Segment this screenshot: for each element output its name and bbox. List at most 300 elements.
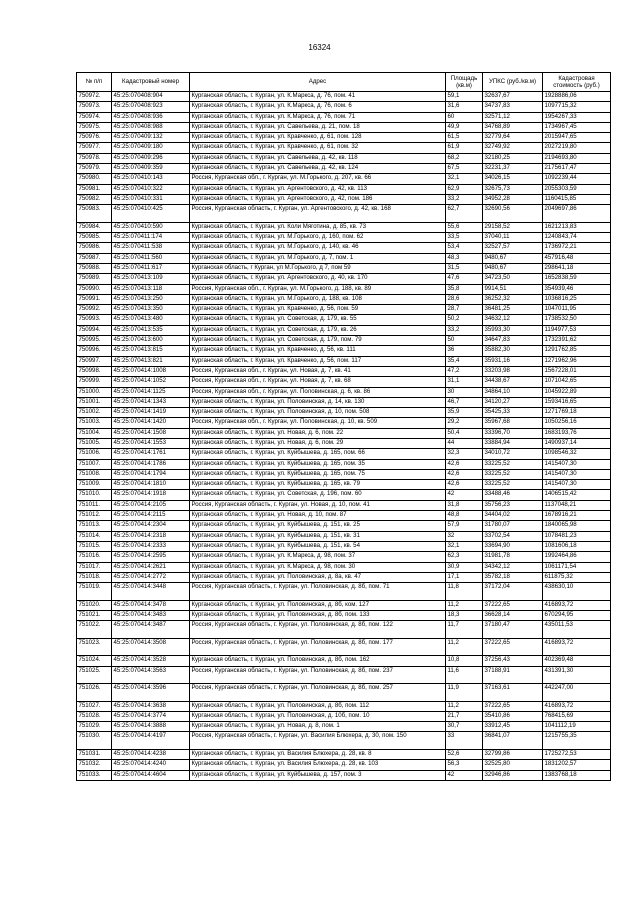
upks-cell: 34768,89 [483, 122, 543, 132]
cadastral-cost-cell: 1831202,57 [543, 760, 611, 770]
upks-cell: 34120,27 [483, 397, 543, 407]
row-number-cell: 750984. [77, 222, 112, 232]
cadastral-cost-cell: 1271769,18 [543, 408, 611, 418]
upks-cell: 32675,73 [483, 184, 543, 194]
row-number-cell: 751021. [77, 610, 112, 620]
cadastral-number-cell: 45:25:070414:2621 [112, 562, 190, 572]
upks-cell: 33912,45 [483, 722, 543, 732]
table-row [77, 133, 611, 143]
row-number-cell: 751012. [77, 511, 112, 521]
table-row [77, 760, 611, 770]
row-number-cell: 751005. [77, 439, 112, 449]
row-number-cell: 750997. [77, 356, 112, 366]
cadastral-number-cell: 45:25:070414:2115 [112, 511, 190, 521]
upks-cell: 34647,83 [483, 336, 543, 346]
address-cell: Курганская область, г. Курган, ул. Савельева, д. 42, кв. 118 [190, 153, 446, 163]
upks-cell: 32946,86 [483, 770, 543, 780]
address-cell: Курганская область, г Курган, ул М.Горького, д 7, пом 59 [190, 263, 446, 273]
table-row [77, 572, 611, 582]
area-cell: 30,9 [446, 562, 483, 572]
address-cell: Курганская область, г. Курган, ул. Коли Мяготина, д. 85, кв. 73 [190, 222, 446, 232]
cadastral-number-cell: 45:25:070410:143 [112, 174, 190, 184]
row-number-cell: 750989. [77, 274, 112, 284]
upks-cell: 36481,25 [483, 305, 543, 315]
row-number-cell: 751014. [77, 531, 112, 541]
address-cell: Россия, Курганская область, г. Курган, ул. Половинская, д. 8б, пом. 122 [190, 621, 446, 639]
table-row [77, 284, 611, 294]
address-cell: Россия, Курганская область, г. Курган, ул. Василия Блюхера, д. 30, пом. 150 [190, 732, 446, 750]
column-header-area: Площадь (кв.м) [446, 73, 483, 92]
area-cell: 53,4 [446, 243, 483, 253]
upks-cell: 37188,91 [483, 666, 543, 684]
area-cell: 59,1 [446, 92, 483, 102]
cadastral-number-cell: 45:25:070414:1419 [112, 408, 190, 418]
area-cell: 11,6 [446, 666, 483, 684]
cadastral-table [76, 72, 611, 781]
row-number-cell: 750973. [77, 102, 112, 112]
area-cell: 11,7 [446, 621, 483, 639]
cadastral-number-cell: 45:25:070414:3563 [112, 666, 190, 684]
cadastral-cost-cell: 1081606,18 [543, 541, 611, 551]
cadastral-number-cell: 45:25:070411:617 [112, 263, 190, 273]
address-cell: Курганская область, г. Курган, ул. Куйбышева, д. 165, кв. 79 [190, 480, 446, 490]
area-cell: 42,6 [446, 469, 483, 479]
cadastral-cost-cell: 1291762,85 [543, 346, 611, 356]
row-number-cell: 751018. [77, 572, 112, 582]
upks-cell: 35782,18 [483, 572, 543, 582]
table-row [77, 122, 611, 132]
area-cell: 35,4 [446, 356, 483, 366]
cadastral-number-cell: 45:25:070414:1810 [112, 480, 190, 490]
address-cell: Курганская область, г. Курган, ул. К.Маркса, д. 76, пом. 6 [190, 102, 446, 112]
row-number-cell: 750979. [77, 164, 112, 174]
row-number-cell: 751013. [77, 521, 112, 531]
row-number-cell: 750990. [77, 284, 112, 294]
area-cell: 31,6 [446, 102, 483, 112]
upks-cell: 32180,25 [483, 153, 543, 163]
cadastral-cost-cell: 1738532,50 [543, 315, 611, 325]
row-number-cell: 751006. [77, 449, 112, 459]
row-number-cell: 751015. [77, 541, 112, 551]
cadastral-cost-cell: 2049697,86 [543, 205, 611, 223]
table-header-row [77, 73, 611, 92]
cadastral-cost-cell: 1406515,42 [543, 490, 611, 500]
upks-cell: 33225,52 [483, 459, 543, 469]
address-cell: Курганская область, г. Курган, ул. Кравченко, д. 61, пом. 128 [190, 133, 446, 143]
address-cell: Курганская область, г. Курган, ул. Советская, д. 179, кв. 26 [190, 325, 446, 335]
address-cell: Россия, Курганская область, г. Курган, ул. Половинская, д. 8б, пом. 71 [190, 583, 446, 601]
cadastral-cost-cell: 1732391,62 [543, 336, 611, 346]
cadastral-cost-cell: 2055303,59 [543, 184, 611, 194]
address-cell: Россия, Курганская область, г. Курган, ул. Половинская, д. 8б, пом. 237 [190, 666, 446, 684]
cadastral-cost-cell: 2194693,80 [543, 153, 611, 163]
table-row [77, 439, 611, 449]
upks-cell: 34737,83 [483, 102, 543, 112]
table-row [77, 469, 611, 479]
cadastral-cost-cell: 1194977,53 [543, 325, 611, 335]
cadastral-cost-cell: 442247,00 [543, 684, 611, 702]
cadastral-cost-cell: 1092239,44 [543, 174, 611, 184]
upks-cell: 33702,54 [483, 531, 543, 541]
table-row [77, 749, 611, 759]
area-cell: 67,5 [446, 164, 483, 174]
area-cell: 49,9 [446, 122, 483, 132]
area-cell: 47,2 [446, 366, 483, 376]
cadastral-number-cell: 45:25:070413:600 [112, 336, 190, 346]
row-number-cell: 751017. [77, 562, 112, 572]
address-cell: Курганская область, г. Курган, ул. Советская, д. 196, пом. 60 [190, 490, 446, 500]
cadastral-cost-cell: 1215755,35 [543, 732, 611, 750]
cadastral-number-cell: 45:25:070414:1125 [112, 387, 190, 397]
cadastral-number-cell: 45:25:070414:1918 [112, 490, 190, 500]
upks-cell: 35931,16 [483, 356, 543, 366]
cadastral-cost-cell: 1928886,06 [543, 92, 611, 102]
cadastral-cost-cell: 1954267,33 [543, 112, 611, 122]
address-cell: Курганская область, г. Курган, ул. Куйбышева, д. 165, пом. 35 [190, 459, 446, 469]
upks-cell: 31780,07 [483, 521, 543, 531]
row-number-cell: 751008. [77, 469, 112, 479]
table-row [77, 500, 611, 510]
cadastral-cost-cell: 1593416,65 [543, 397, 611, 407]
address-cell: Курганская область, г. Курган, ул. К.Маркса, д. 98, пом. 37 [190, 552, 446, 562]
area-cell: 32 [446, 531, 483, 541]
row-number-cell: 751020. [77, 600, 112, 610]
cadastral-number-cell: 45:25:070409:296 [112, 153, 190, 163]
address-cell: Россия, Курганская область, г. Курган, ул. Аргентовского, д. 42, кв. 168 [190, 205, 446, 223]
cadastral-cost-cell: 416893,72 [543, 701, 611, 711]
cadastral-cost-cell: 1725272,53 [543, 749, 611, 759]
cadastral-number-cell: 45:25:070414:4604 [112, 770, 190, 780]
row-number-cell: 750972. [77, 92, 112, 102]
upks-cell: 32779,64 [483, 133, 543, 143]
table-row [77, 418, 611, 428]
cadastral-cost-cell: 768415,69 [543, 711, 611, 721]
address-cell: Россия, Курганская обл., г. Курган, ул. Новая, д. 7, кв. 41 [190, 366, 446, 376]
upks-cell: 32637,67 [483, 92, 543, 102]
address-cell: Россия, Курганская обл., г. Курган, ул. Половинская, д. 10, кв. 509 [190, 418, 446, 428]
cadastral-number-cell: 45:25:070414:1786 [112, 459, 190, 469]
address-cell: Курганская область, г. Курган, ул. Советская, д. 179, кв. 55 [190, 315, 446, 325]
column-header-num: № п/п [77, 73, 112, 92]
area-cell: 50,4 [446, 428, 483, 438]
cadastral-number-cell: 45:25:070414:4240 [112, 760, 190, 770]
upks-cell: 34723,50 [483, 274, 543, 284]
area-cell: 62,7 [446, 205, 483, 223]
upks-cell: 35993,30 [483, 325, 543, 335]
upks-cell: 34438,67 [483, 377, 543, 387]
cadastral-cost-cell: 2027219,80 [543, 143, 611, 153]
cadastral-number-cell: 45:25:070411:538 [112, 243, 190, 253]
table-row [77, 408, 611, 418]
area-cell: 42,6 [446, 480, 483, 490]
address-cell: Курганская область, г. Курган, ул. Советская, д. 179, пом. 79 [190, 336, 446, 346]
table-row [77, 711, 611, 721]
area-cell: 32,3 [446, 449, 483, 459]
table-row [77, 732, 611, 750]
cadastral-number-cell: 45:25:070414:3508 [112, 638, 190, 656]
address-cell: Курганская область, г. Курган, ул. Савельева, д. 21, пом. 18 [190, 122, 446, 132]
address-cell: Курганская область, г. Курган, ул. Аргентовского, д. 40, кв. 170 [190, 274, 446, 284]
area-cell: 28,7 [446, 305, 483, 315]
table-row [77, 583, 611, 601]
area-cell: 11,2 [446, 638, 483, 656]
area-cell: 29,2 [446, 418, 483, 428]
address-cell: Курганская область, г. Курган, ул. Новая, д. 6, пом. 29 [190, 439, 446, 449]
cadastral-number-cell: 45:25:070414:4238 [112, 749, 190, 759]
table-row [77, 666, 611, 684]
cadastral-cost-cell: 354939,46 [543, 284, 611, 294]
address-cell: Курганская область, г. Курган, ул. М.Горького, д. 160, пом. 62 [190, 233, 446, 243]
cadastral-cost-cell: 416893,72 [543, 600, 611, 610]
cadastral-number-cell: 45:25:070410:322 [112, 184, 190, 194]
address-cell: Курганская область, г. Курган, ул. Василия Блюхера, д. 28, кв. 103 [190, 760, 446, 770]
address-cell: Курганская область, г. Курган, ул. Кравченко, д. 61, пом. 32 [190, 143, 446, 153]
address-cell: Курганская область, г. Курган, ул. Куйбышева, д. 165, пом. 75 [190, 469, 446, 479]
upks-cell: 37222,65 [483, 701, 543, 711]
row-number-cell: 750981. [77, 184, 112, 194]
table-row [77, 552, 611, 562]
cadastral-cost-cell: 611875,32 [543, 572, 611, 582]
table-row [77, 722, 611, 732]
cadastral-number-cell: 45:25:070414:1508 [112, 428, 190, 438]
table-row [77, 102, 611, 112]
area-cell: 42 [446, 490, 483, 500]
upks-cell: 37172,04 [483, 583, 543, 601]
area-cell: 31,5 [446, 263, 483, 273]
area-cell: 50,2 [446, 315, 483, 325]
table-row [77, 253, 611, 263]
address-cell: Курганская область, г. Курган, ул. Половинская, д. 8б, пом. 162 [190, 656, 446, 666]
area-cell: 55,6 [446, 222, 483, 232]
area-cell: 42,6 [446, 459, 483, 469]
table-row [77, 164, 611, 174]
upks-cell: 34026,15 [483, 174, 543, 184]
cadastral-number-cell: 45:25:070413:480 [112, 315, 190, 325]
upks-cell: 33396,70 [483, 428, 543, 438]
address-cell: Курганская область, г. Курган, ул. Половинская, д. 8б, пом. 133 [190, 610, 446, 620]
upks-cell: 31981,78 [483, 552, 543, 562]
area-cell: 33,2 [446, 194, 483, 204]
row-number-cell: 750977. [77, 143, 112, 153]
address-cell: Курганская область, г. Курган, ул. Новая, д. 10, пом. 87 [190, 511, 446, 521]
table-row [77, 274, 611, 284]
cadastral-cost-cell: 1047011,95 [543, 305, 611, 315]
table-row [77, 541, 611, 551]
page-number: 16324 [308, 43, 331, 52]
area-cell: 32,1 [446, 174, 483, 184]
area-cell: 30 [446, 387, 483, 397]
address-cell: Курганская область, г. Курган, ул. К.Маркса, д. 76, пом. 41 [190, 92, 446, 102]
row-number-cell: 751032. [77, 760, 112, 770]
upks-cell: 33203,98 [483, 366, 543, 376]
cadastral-number-cell: 45:25:070410:590 [112, 222, 190, 232]
address-cell: Курганская область, г. Курган, ул. Кравченко, д. 56, пом. 59 [190, 305, 446, 315]
cadastral-cost-cell: 2175617,47 [543, 164, 611, 174]
row-number-cell: 750985. [77, 233, 112, 243]
cadastral-number-cell: 45:25:070410:425 [112, 205, 190, 223]
row-number-cell: 751003. [77, 418, 112, 428]
table-row [77, 294, 611, 304]
upks-cell: 33884,94 [483, 439, 543, 449]
row-number-cell: 750978. [77, 153, 112, 163]
cadastral-number-cell: 45:25:070414:1761 [112, 449, 190, 459]
upks-cell: 33225,52 [483, 469, 543, 479]
area-cell: 11,2 [446, 600, 483, 610]
area-cell: 68,2 [446, 153, 483, 163]
row-number-cell: 750986. [77, 243, 112, 253]
area-cell: 11,8 [446, 583, 483, 601]
area-cell: 10,8 [446, 656, 483, 666]
upks-cell: 9480,67 [483, 253, 543, 263]
cadastral-number-cell: 45:25:070413:535 [112, 325, 190, 335]
area-cell: 61,5 [446, 133, 483, 143]
row-number-cell: 750974. [77, 112, 112, 122]
cadastral-number-cell: 45:25:070409:359 [112, 164, 190, 174]
table-row [77, 701, 611, 711]
row-number-cell: 751029. [77, 722, 112, 732]
table-row [77, 315, 611, 325]
area-cell: 31,1 [446, 377, 483, 387]
cadastral-cost-cell: 670294,95 [543, 610, 611, 620]
area-cell: 52,6 [446, 749, 483, 759]
table-row [77, 511, 611, 521]
column-header-cadastral: Кадастровый номер [112, 73, 190, 92]
upks-cell: 34632,12 [483, 315, 543, 325]
cadastral-number-cell: 45:25:070413:350 [112, 305, 190, 315]
cadastral-cost-cell: 435011,53 [543, 621, 611, 639]
cadastral-cost-cell: 438630,10 [543, 583, 611, 601]
cadastral-cost-cell: 1415407,30 [543, 469, 611, 479]
upks-cell: 36841,07 [483, 732, 543, 750]
table-row [77, 153, 611, 163]
table-row [77, 346, 611, 356]
cadastral-cost-cell: 1050256,16 [543, 418, 611, 428]
table-row [77, 174, 611, 184]
row-number-cell: 750976. [77, 133, 112, 143]
area-cell: 21,7 [446, 711, 483, 721]
cadastral-cost-cell: 1415407,30 [543, 480, 611, 490]
table-row [77, 184, 611, 194]
cadastral-cost-cell: 1137048,21 [543, 500, 611, 510]
row-number-cell: 750980. [77, 174, 112, 184]
cadastral-number-cell: 45:25:070414:1052 [112, 377, 190, 387]
address-cell: Курганская область, г. Курган, ул. Половинская, д. 14, кв. 130 [190, 397, 446, 407]
table-row [77, 143, 611, 153]
row-number-cell: 751000. [77, 387, 112, 397]
area-cell: 17,1 [446, 572, 483, 582]
upks-cell: 32799,86 [483, 749, 543, 759]
table-row [77, 562, 611, 572]
row-number-cell: 751007. [77, 459, 112, 469]
cadastral-number-cell: 45:25:070413:118 [112, 284, 190, 294]
cadastral-number-cell: 45:25:070414:1420 [112, 418, 190, 428]
row-number-cell: 751030. [77, 732, 112, 750]
row-number-cell: 750988. [77, 263, 112, 273]
row-number-cell: 750982. [77, 194, 112, 204]
row-number-cell: 751028. [77, 711, 112, 721]
area-cell: 18,3 [446, 610, 483, 620]
cadastral-cost-cell: 1041112,19 [543, 722, 611, 732]
table-row [77, 205, 611, 223]
upks-cell: 37222,65 [483, 600, 543, 610]
upks-cell: 35967,68 [483, 418, 543, 428]
upks-cell: 29158,52 [483, 222, 543, 232]
table-row [77, 112, 611, 122]
address-cell: Россия, Курганская обл., г. Курган, ул. Новая, д. 7, кв. 68 [190, 377, 446, 387]
row-number-cell: 751023. [77, 638, 112, 656]
area-cell: 48,8 [446, 511, 483, 521]
table-row [77, 480, 611, 490]
address-cell: Курганская область, г. Курган, ул. К.Маркса, д. 98, пом. 30 [190, 562, 446, 572]
area-cell: 48,3 [446, 253, 483, 263]
area-cell: 50 [446, 336, 483, 346]
address-cell: Курганская область, г. Курган, ул. Куйбышева, д. 151, кв. 54 [190, 541, 446, 551]
row-number-cell: 750993. [77, 315, 112, 325]
cadastral-cost-cell: 1490937,14 [543, 439, 611, 449]
area-cell: 35,8 [446, 284, 483, 294]
upks-cell: 37163,61 [483, 684, 543, 702]
cadastral-cost-cell: 402369,48 [543, 656, 611, 666]
address-cell: Курганская область, г. Курган, ул. Куйбышева, д. 151, кв. 31 [190, 531, 446, 541]
upks-cell: 35410,86 [483, 711, 543, 721]
row-number-cell: 750994. [77, 325, 112, 335]
cadastral-cost-cell: 1621213,83 [543, 222, 611, 232]
cadastral-number-cell: 45:25:070411:174 [112, 233, 190, 243]
cadastral-number-cell: 45:25:070414:3596 [112, 684, 190, 702]
table-row [77, 377, 611, 387]
address-cell: Курганская область, г. Курган, ул. М.Горького, д. 188, кв. 108 [190, 294, 446, 304]
cadastral-cost-cell: 1734967,45 [543, 122, 611, 132]
upks-cell: 37256,43 [483, 656, 543, 666]
address-cell: Курганская область, г. Курган, ул. Василия Блюхера, д. 28, кв. 8 [190, 749, 446, 759]
address-cell: Курганская область, г. Курган, ул. Кравченко, д. 56, пом. 117 [190, 356, 446, 366]
row-number-cell: 751033. [77, 770, 112, 780]
upks-cell: 34952,28 [483, 194, 543, 204]
table-row [77, 243, 611, 253]
column-header-address: Адрес [190, 73, 446, 92]
upks-cell: 32525,80 [483, 760, 543, 770]
area-cell: 42 [446, 770, 483, 780]
row-number-cell: 750995. [77, 336, 112, 346]
upks-cell: 32690,56 [483, 205, 543, 223]
area-cell: 60 [446, 112, 483, 122]
area-cell: 33,2 [446, 325, 483, 335]
cadastral-number-cell: 45:25:070414:3448 [112, 583, 190, 601]
column-header-cost: Кадастровая стоимость (руб.) [543, 73, 611, 92]
cadastral-number-cell: 45:25:070411:560 [112, 253, 190, 263]
row-number-cell: 751001. [77, 397, 112, 407]
cadastral-number-cell: 45:25:070413:821 [112, 356, 190, 366]
address-cell: Курганская область, г. Курган, ул. Аргентовского, д. 42, кв. 113 [190, 184, 446, 194]
row-number-cell: 751024. [77, 656, 112, 666]
address-cell: Курганская область, г. Курган, ул. Половинская, д. 8б, ком. 127 [190, 600, 446, 610]
upks-cell: 37180,47 [483, 621, 543, 639]
address-cell: Россия, Курганская область, г. Курган, ул. Половинская, д. 8б, пом. 177 [190, 638, 446, 656]
upks-cell: 9480,67 [483, 263, 543, 273]
address-cell: Курганская область, г. Курган, ул. Куйбышева, д. 157, пом. 3 [190, 770, 446, 780]
table-row [77, 610, 611, 620]
upks-cell: 32527,57 [483, 243, 543, 253]
table-row [77, 356, 611, 366]
cadastral-cost-cell: 1271962,96 [543, 356, 611, 366]
cadastral-cost-cell: 2015947,65 [543, 133, 611, 143]
cadastral-number-cell: 45:25:070413:250 [112, 294, 190, 304]
table-row [77, 449, 611, 459]
cadastral-cost-cell: 1240843,74 [543, 233, 611, 243]
upks-cell: 32231,37 [483, 164, 543, 174]
row-number-cell: 750992. [77, 305, 112, 315]
cadastral-number-cell: 45:25:070414:1794 [112, 469, 190, 479]
